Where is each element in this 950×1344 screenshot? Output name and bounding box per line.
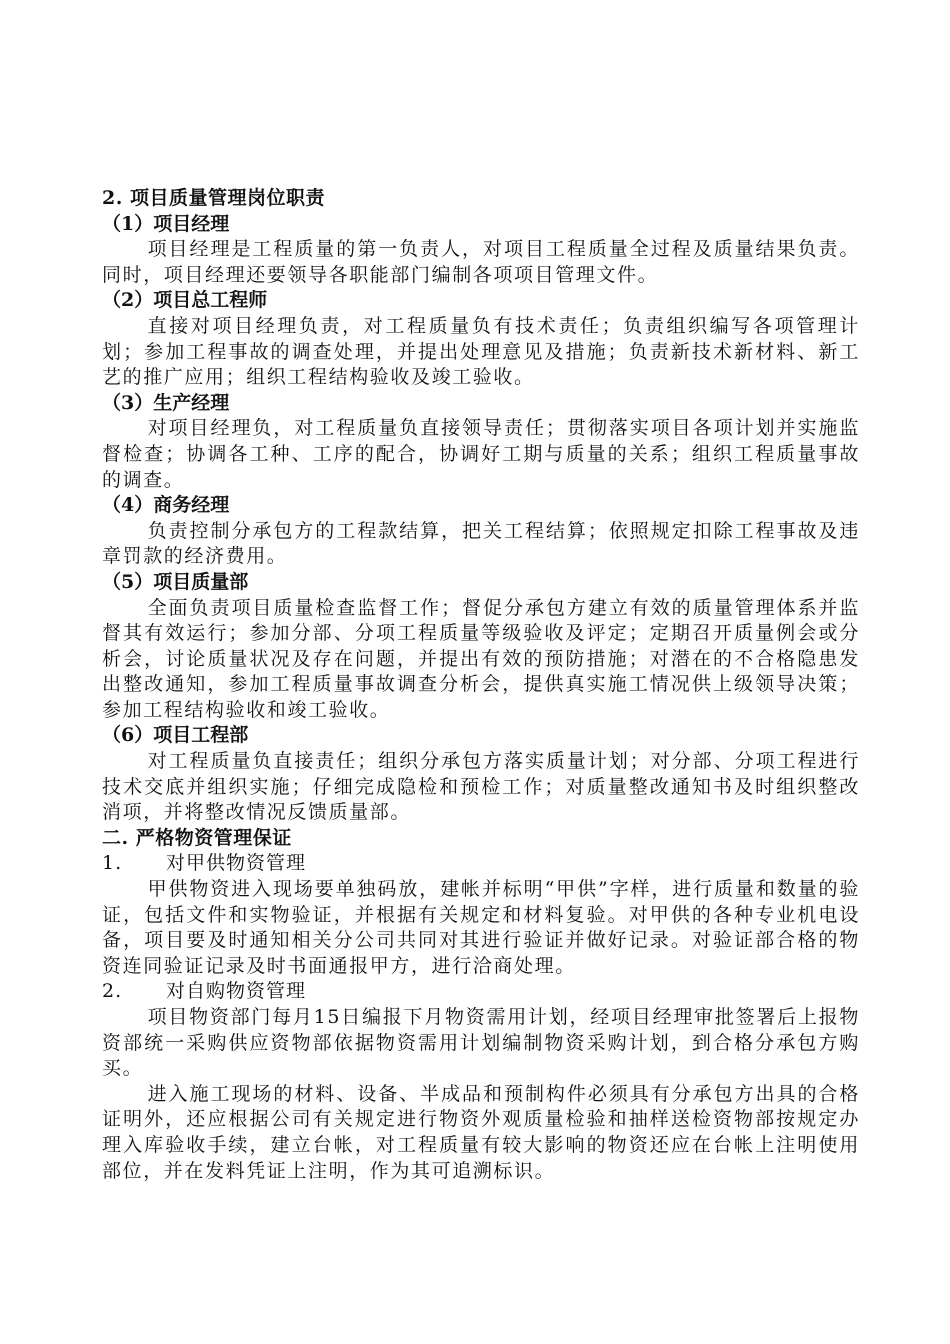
- subsection-body-2: 直接对项目经理负责，对工程质量负有技术责任；负责组织编写各项管理计划；参加工程事故的调查处理，并提出处理意见及措施；负责新技术新材料、新工艺的推广应用；组织工程结构验收及竣工验收。: [102, 314, 860, 389]
- item-body-2b: 进入施工现场的材料、设备、半成品和预制构件必须具有分承包方出具的合格证明外，还应根据公司有关规定进行物资外观质量检验和抽样送检资物部按规定办理入库验收手续，建立台帐，对工程质量有较大影响的物资还应在台帐上注明使用部位，并在发料凭证上注明，作为其可追溯标识。: [102, 1082, 860, 1182]
- subsection-title-6: （6）项目工程部: [102, 724, 249, 747]
- item-label-1: 对甲供物资管理: [166, 852, 307, 875]
- item-body-2: 项目物资部门每月15日编报下月物资需用计划，经项目经理审批签署后上报物资部统一采购供应资物部依据物资需用计划编制物资采购计划，到合格分承包方购买。: [102, 1006, 860, 1080]
- subsection-title-3: （3）生产经理: [102, 391, 230, 414]
- item-label-2: 对自购物资管理: [166, 980, 307, 1003]
- item-number-2: 2.: [102, 980, 123, 1003]
- item-body-1: 甲供物资进入现场要单独码放，建帐并标明“甲供”字样，进行质量和数量的验证，包括文件和实物验证，并根据有关规定和材料复验。对甲供的各种专业机电设备，项目要及时通知相关分公司共同对其进行验证并做好记录。对验证部合格的物资连同验证记录及时书面通报甲方，进行洽商处理。: [102, 878, 860, 977]
- item-title-2: [102, 979, 860, 1005]
- document-body: [102, 186, 860, 1184]
- part-heading-2: 二. 严格物资管理保证: [102, 826, 292, 849]
- subsection-body-4: 负责控制分承包方的工程款结算，把关工程结算；依照规定扣除工程事故及违章罚款的经济费用。: [102, 519, 860, 568]
- item-number-1: 1.: [102, 852, 123, 875]
- subsection-title-2: （2）项目总工程师: [102, 289, 268, 312]
- subsection-title-4: （4）商务经理: [102, 494, 230, 517]
- subsection-body-6: 对工程质量负直接责任；组织分承包方落实质量计划；对分部、分项工程进行技术交底并组织实施；仔细完成隐检和预检工作；对质量整改通知书及时组织整改消项，并将整改情况反馈质量部。: [102, 750, 860, 824]
- subsection-body-1: 项目经理是工程质量的第一负责人，对项目工程质量全过程及质量结果负责。同时，项目经理还要领导各职能部门编制各项项目管理文件。: [102, 238, 860, 286]
- item-title-1: [102, 851, 860, 877]
- subsection-body-3: 对项目经理负，对工程质量负直接领导责任；贯彻落实项目各项计划并实施监督检查；协调各工种、工序的配合，协调好工期与质量的关系；组织工程质量事故的调查。: [102, 417, 860, 491]
- subsection-title-1: （1）项目经理: [102, 212, 230, 235]
- subsection-body-5: 全面负责项目质量检查监督工作；督促分承包方建立有效的质量管理体系并监督其有效运行；参加分部、分项工程质量等级验收及评定；定期召开质量例会或分析会，讨论质量状况及存在问题，并提出有效的预防措施；对潜在的不合格隐患发出整改通知，参加工程质量事故调查分析会，提供真实施工情况供上级领导决策；参加工程结构验收和竣工验收。: [102, 596, 860, 721]
- subsection-title-5: （5）项目质量部: [102, 570, 249, 593]
- section-heading-2: 2. 项目质量管理岗位职责: [102, 187, 325, 209]
